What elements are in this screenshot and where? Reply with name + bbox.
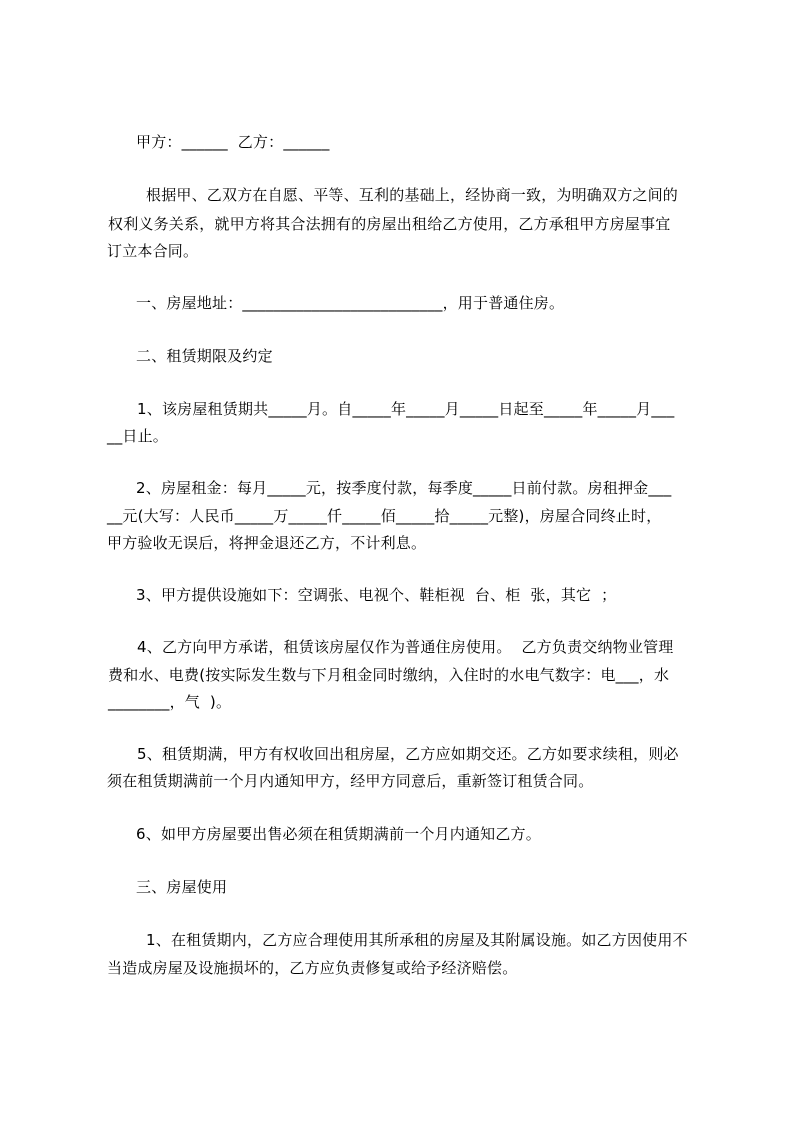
item-2-5-line-2: 须在租赁期满前一个月内通知甲方，经甲方同意后，重新签订租赁合同。 <box>107 772 594 790</box>
section-1-address: 一、房屋地址：__________________________，用于普通住房。 <box>136 294 565 312</box>
section-3-heading: 三、房屋使用 <box>136 878 228 896</box>
preamble-line-1: 根据甲、乙双方在自愿、平等、互利的基础上，经协商一致，为明确双方之间的 <box>146 186 679 204</box>
item-2-5-line-1: 5、租赁期满，甲方有权收回出租房屋，乙方应如期交还。乙方如要求续租，则必 <box>137 745 679 763</box>
item-3-1-line-1: 1、在租赁期内，乙方应合理使用其所承租的房屋及其附属设施。如乙方因使用不 <box>146 931 688 949</box>
item-2-1-line-1: 1、该房屋租赁期共_____月。自_____年_____月_____日起至_____年_____月___ <box>137 400 675 418</box>
preamble-line-2: 权利义务关系，就甲方将其合法拥有的房屋出租给乙方使用，乙方承租甲方房屋事宜 <box>108 215 671 233</box>
preamble-line-3: 订立本合同。 <box>107 242 199 260</box>
item-2-4-line-2: 费和水、电费(按实际发生数与下月租金同时缴纳，入住时的水电气数字：电___，水 <box>108 666 670 684</box>
item-2-2-line-1: 2、房屋租金：每月_____元，按季度付款，每季度_____日前付款。房租押金___ <box>136 479 672 497</box>
item-2-4-line-3: ________，气 )。 <box>108 693 232 711</box>
item-2-3: 3、甲方提供设施如下：空调张、电视个、鞋柜视 台、柜 张，其它 ； <box>136 586 617 604</box>
section-2-heading: 二、租赁期限及约定 <box>136 347 273 365</box>
item-2-2-line-2: __元(大写：人民币_____万_____仟_____佰_____拾_____元整)，房屋合同终止时， <box>107 507 662 525</box>
item-2-2-line-3: 甲方验收无误后，将押金退还乙方，不计利息。 <box>107 534 427 552</box>
parties-line: 甲方：______ 乙方：______ <box>136 133 330 151</box>
item-2-1-line-2: __日止。 <box>107 427 169 445</box>
item-3-1-line-2: 当造成房屋及设施损坏的，乙方应负责修复或给予经济赔偿。 <box>107 959 518 977</box>
item-2-4-line-1: 4、乙方向甲方承诺，租赁该房屋仅作为普通住房使用。 乙方负责交纳物业管理 <box>137 638 674 656</box>
item-2-6: 6、如甲方房屋要出售必须在租赁期满前一个月内通知乙方。 <box>136 825 541 843</box>
